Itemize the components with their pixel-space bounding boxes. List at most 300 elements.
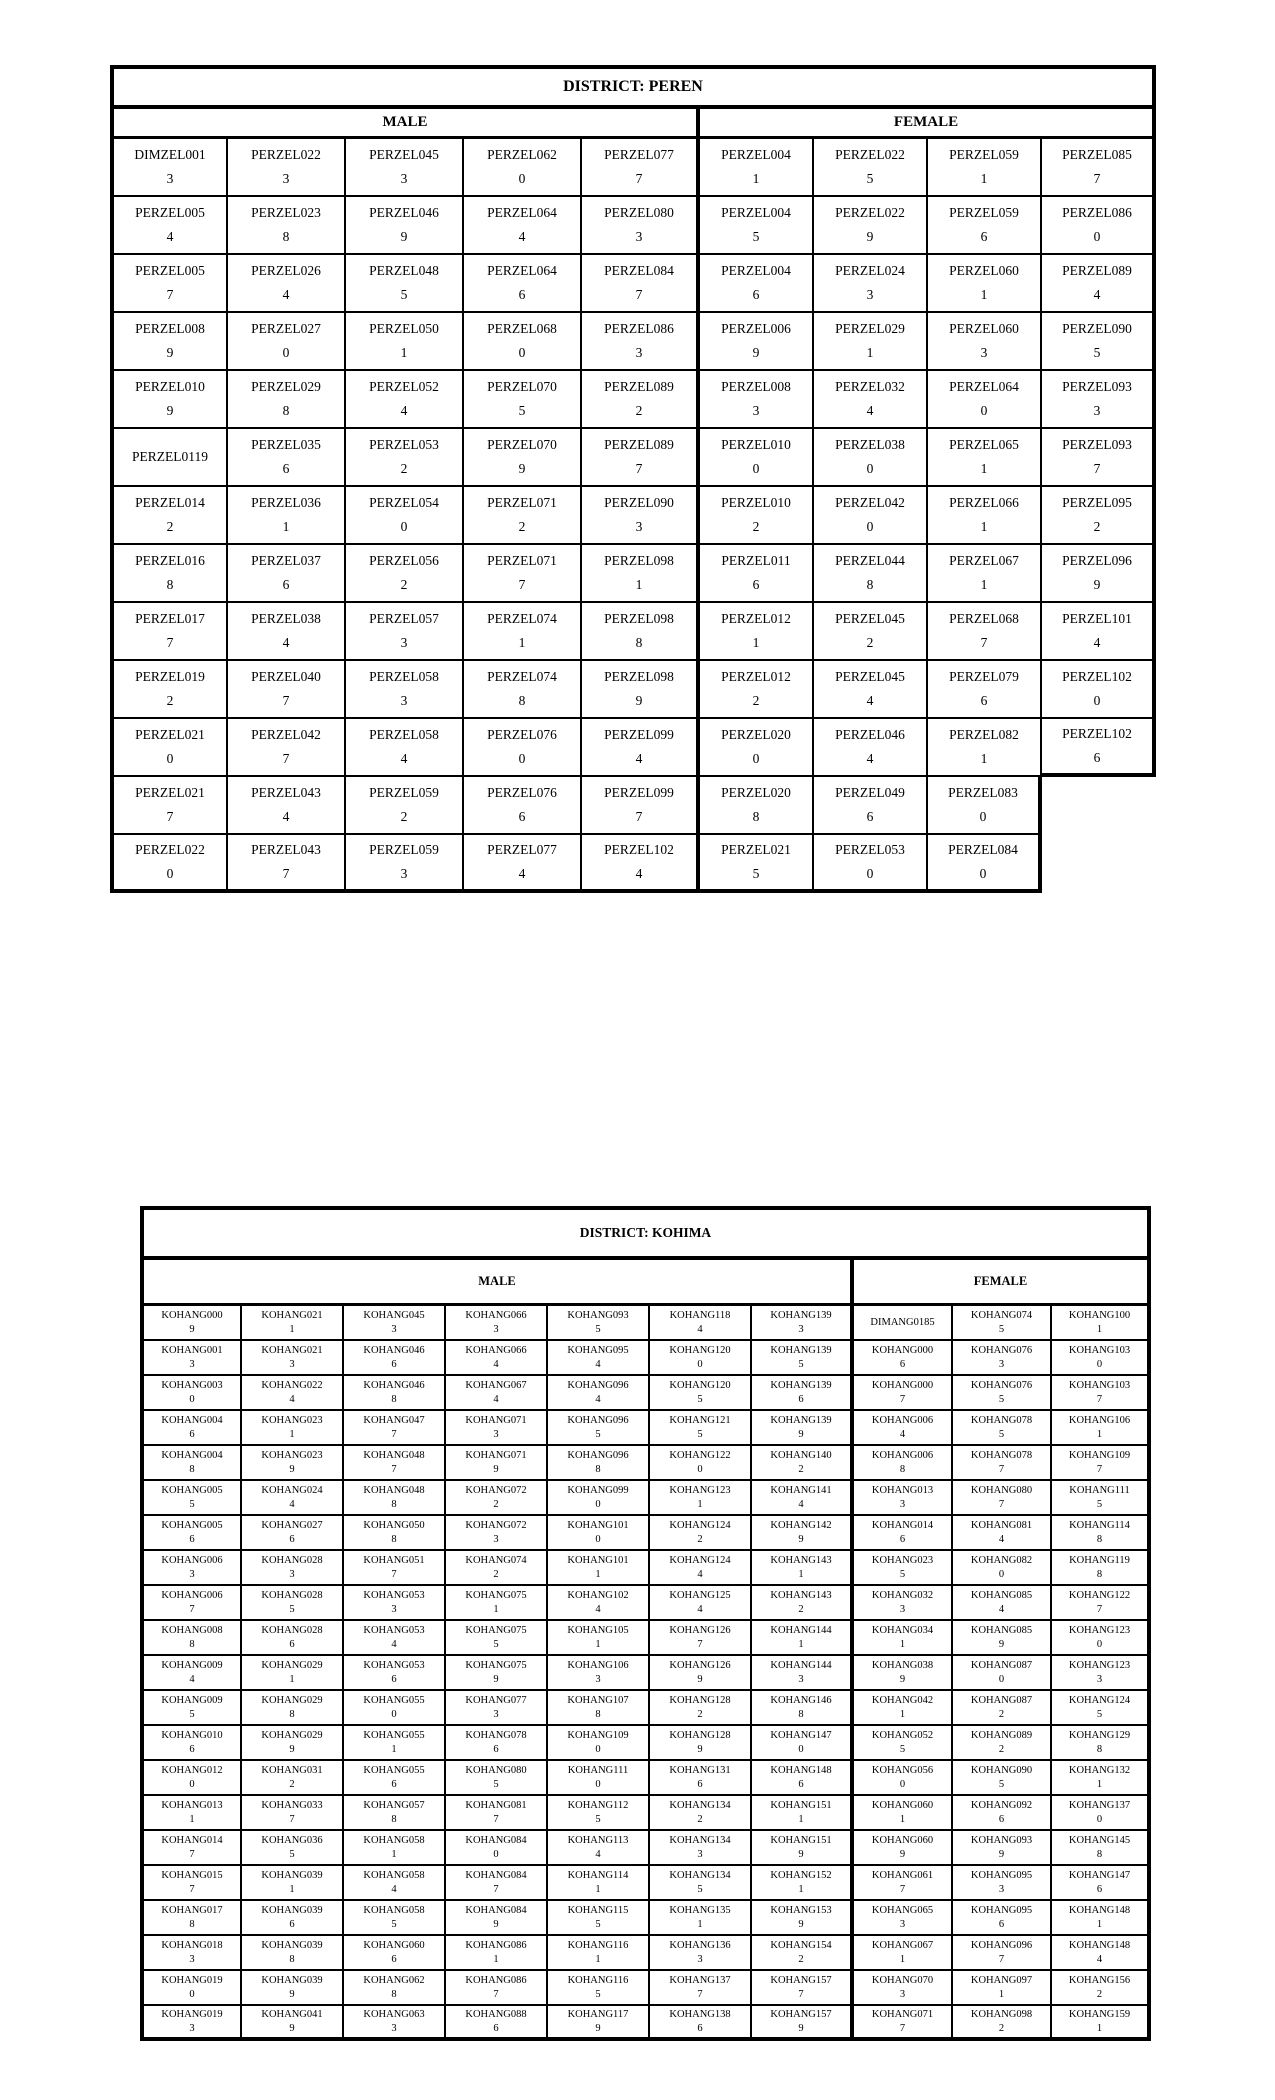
- table-cell: [928, 545, 1042, 603]
- table-cell: [953, 1761, 1052, 1796]
- table-cell: [582, 545, 700, 603]
- cell-code: KOHANG101: [567, 1554, 629, 1566]
- cell-value: 9: [400, 229, 408, 244]
- table-cell: [854, 1446, 953, 1481]
- table-cell: [752, 1831, 854, 1866]
- cell-code: KOHANG097: [970, 1974, 1033, 1986]
- table-cell: [650, 1411, 752, 1446]
- cell-value: 7: [518, 577, 526, 592]
- cell-code: PERZEL084: [948, 842, 1018, 858]
- table-cell: [140, 1831, 242, 1866]
- table-cell: [548, 1726, 650, 1761]
- cell-code: KOHANG109: [567, 1729, 629, 1741]
- table-cell: [582, 313, 700, 371]
- cell-value: 7: [998, 1464, 1005, 1476]
- cell-value: 5: [1096, 1709, 1103, 1721]
- cell-value: 2: [400, 577, 408, 592]
- cell-code: KOHANG023: [261, 1449, 323, 1461]
- cell-value: 5: [595, 1324, 601, 1336]
- table-cell: [814, 719, 928, 777]
- cell-value: 8: [1096, 1744, 1103, 1756]
- cell-code: KOHANG151: [770, 1799, 832, 1811]
- table-cell: [953, 1481, 1052, 1516]
- cell-code: KOHANG052: [871, 1729, 934, 1741]
- cell-value: 8: [189, 1464, 195, 1476]
- cell-code: KOHANG038: [871, 1659, 934, 1671]
- cell-code: PERZEL016: [135, 553, 205, 568]
- cell-code: KOHANG039: [261, 1939, 323, 1951]
- table-cell: [446, 1656, 548, 1691]
- cell-code: PERZEL070: [487, 379, 557, 394]
- table-cell: [1052, 1901, 1151, 1936]
- cell-code: KOHANG139: [770, 1309, 832, 1321]
- cell-code: KOHANG152: [770, 1869, 832, 1881]
- cell-value: 7: [697, 1989, 703, 2001]
- table-cell: [140, 1551, 242, 1586]
- cell-code: PERZEL064: [487, 205, 557, 220]
- table-cell: [346, 139, 464, 197]
- cell-code: KOHANG134: [669, 1869, 731, 1881]
- cell-value: 7: [189, 1849, 195, 1861]
- cell-code: PERZEL035: [251, 437, 321, 452]
- cell-value: 6: [391, 1359, 397, 1371]
- cell-value: 3: [282, 171, 290, 186]
- cell-value: 8: [289, 1709, 295, 1721]
- cell-value: 0: [899, 1779, 906, 1791]
- cell-value: 4: [635, 865, 643, 881]
- cell-value: 6: [752, 287, 760, 302]
- cell-value: 2: [697, 1814, 703, 1826]
- table-cell: [344, 1901, 446, 1936]
- cell-value: 9: [518, 461, 526, 476]
- cell-value: 5: [518, 403, 526, 418]
- table-cell: [814, 777, 928, 835]
- cell-value: 2: [998, 2023, 1005, 2034]
- table-cell: [953, 1656, 1052, 1691]
- table-cell: [1042, 545, 1156, 603]
- table-cell: [928, 603, 1042, 661]
- cell-code: KOHANG116: [567, 1939, 629, 1951]
- table-cell: [752, 1376, 854, 1411]
- cell-value: 6: [998, 1919, 1005, 1931]
- cell-value: 6: [1096, 1884, 1103, 1896]
- table-cell: [854, 1656, 953, 1691]
- cell-code: KOHANG023: [261, 1414, 323, 1426]
- cell-code: KOHANG096: [970, 1939, 1033, 1951]
- cell-code: KOHANG022: [261, 1379, 323, 1391]
- table-cell: [650, 1901, 752, 1936]
- cell-value: 0: [166, 865, 174, 881]
- cell-code: KOHANG045: [363, 1309, 425, 1321]
- cell-value: 1: [980, 287, 988, 302]
- cell-value: 6: [518, 809, 526, 824]
- cell-code: KOHANG081: [970, 1519, 1033, 1531]
- cell-value: 4: [189, 1674, 195, 1686]
- cell-code: KOHANG107: [567, 1694, 629, 1706]
- cell-value: 0: [493, 1849, 499, 1861]
- table-cell: [140, 1866, 242, 1901]
- table-cell: [446, 1446, 548, 1481]
- table-cell: [752, 1551, 854, 1586]
- table-cell: [548, 1691, 650, 1726]
- cell-value: 1: [899, 1814, 906, 1826]
- cell-value: 7: [166, 809, 174, 824]
- cell-code: KOHANG141: [770, 1484, 832, 1496]
- cell-value: 8: [1096, 1849, 1103, 1861]
- table-cell: [110, 835, 228, 893]
- table-cell: [582, 603, 700, 661]
- cell-value: 9: [798, 1849, 804, 1861]
- cell-value: 6: [798, 1779, 804, 1791]
- cell-code: PERZEL053: [835, 842, 905, 858]
- table-cell: [346, 661, 464, 719]
- table-cell: [446, 1866, 548, 1901]
- table-cell: [953, 1971, 1052, 2006]
- cell-value: 3: [798, 1324, 804, 1336]
- table-cell: [854, 1796, 953, 1831]
- table-cell: [140, 1376, 242, 1411]
- cell-code: KOHANG129: [1068, 1729, 1131, 1741]
- cell-value: 4: [518, 865, 526, 881]
- cell-value: 4: [493, 1394, 499, 1406]
- table-cell: [548, 1656, 650, 1691]
- cell-value: 5: [798, 1359, 804, 1371]
- table-cell: [446, 1376, 548, 1411]
- cell-code: KOHANG053: [363, 1624, 425, 1636]
- cell-code: KOHANG067: [871, 1939, 934, 1951]
- cell-code: KOHANG004: [161, 1414, 223, 1426]
- table-cell: [582, 719, 700, 777]
- cell-value: 8: [866, 577, 874, 592]
- cell-code: KOHANG132: [1068, 1764, 1131, 1776]
- table-cell: [548, 1551, 650, 1586]
- table-cell: [700, 429, 814, 487]
- table-cell: [140, 1761, 242, 1796]
- cell-code: PERZEL093: [1062, 437, 1132, 452]
- cell-value: 1: [635, 577, 643, 592]
- male-section-header: MALE: [114, 109, 700, 136]
- table-cell: [344, 1306, 446, 1341]
- cell-code: PERZEL080: [604, 205, 674, 220]
- table-cell: [446, 1481, 548, 1516]
- table-cell: [752, 1866, 854, 1901]
- table-cell: [700, 313, 814, 371]
- table-cell: [582, 429, 700, 487]
- table-cell: [752, 1971, 854, 2006]
- table-cell: [242, 1901, 344, 1936]
- table-cell: [228, 255, 346, 313]
- cell-code: PERZEL005: [135, 205, 205, 220]
- cell-code: KOHANG066: [465, 1309, 527, 1321]
- cell-value: 2: [400, 461, 408, 476]
- section-header-row: [110, 109, 1156, 139]
- cell-code: KOHANG019: [161, 2009, 223, 2020]
- cell-value: 1: [798, 1639, 804, 1651]
- table-cell: [1052, 1971, 1151, 2006]
- table-cell: [854, 1586, 953, 1621]
- cell-code: PERZEL046: [835, 727, 905, 742]
- cell-value: 5: [899, 1569, 906, 1581]
- cell-value: 8: [166, 577, 174, 592]
- cell-code: KOHANG122: [669, 1449, 731, 1461]
- cell-value: 0: [866, 865, 874, 881]
- cell-code: KOHANG159: [1068, 2009, 1131, 2020]
- table-cell: [242, 1551, 344, 1586]
- table-cell: [752, 1586, 854, 1621]
- table-cell: [464, 835, 582, 893]
- cell-value: 8: [189, 1639, 195, 1651]
- table-cell: [650, 1621, 752, 1656]
- cell-value: 1: [980, 751, 988, 766]
- cell-value: 7: [493, 1989, 499, 2001]
- table-cell: [700, 197, 814, 255]
- table-cell: [228, 487, 346, 545]
- cell-value: 3: [400, 865, 408, 881]
- cell-code: PERZEL004: [721, 205, 791, 220]
- cell-code: KOHANG014: [161, 1834, 223, 1846]
- cell-value: 9: [866, 229, 874, 244]
- cell-value: 7: [493, 1814, 499, 1826]
- table-cell: [446, 1726, 548, 1761]
- cell-code: KOHANG000: [871, 1344, 934, 1356]
- cell-value: 7: [1093, 461, 1101, 476]
- table-cell: [242, 1761, 344, 1796]
- table-cell: [110, 139, 228, 197]
- cell-code: KOHANG136: [669, 1939, 731, 1951]
- cell-code: KOHANG134: [669, 1799, 731, 1811]
- table-cell: [700, 545, 814, 603]
- cell-code: PERZEL093: [1062, 379, 1132, 394]
- cell-value: 8: [282, 229, 290, 244]
- cell-value: 0: [697, 1359, 703, 1371]
- cell-value: 4: [595, 1604, 601, 1616]
- table-cell: [464, 545, 582, 603]
- cell-value: 9: [752, 345, 760, 360]
- table-cell: [242, 1726, 344, 1761]
- cell-value: 6: [752, 577, 760, 592]
- table-cell: [346, 487, 464, 545]
- cell-value: 8: [391, 1534, 397, 1546]
- table-cell: [446, 1971, 548, 2006]
- table-cell: [140, 1691, 242, 1726]
- cell-value: 0: [189, 1989, 195, 2001]
- table-cell: [548, 1516, 650, 1551]
- cell-code: KOHANG124: [669, 1519, 731, 1531]
- table-cell: [464, 603, 582, 661]
- cell-code: PERZEL006: [721, 321, 791, 336]
- cell-value: 1: [798, 1814, 804, 1826]
- table-cell: [110, 661, 228, 719]
- cell-code: KOHANG139: [770, 1379, 832, 1391]
- table-cell: [1042, 313, 1156, 371]
- table-cell: [1042, 197, 1156, 255]
- table-cell: [140, 1796, 242, 1831]
- table-cell: [650, 1866, 752, 1901]
- cell-code: PERZEL046: [369, 205, 439, 220]
- cell-code: KOHANG033: [261, 1799, 323, 1811]
- cell-value: 4: [289, 1394, 295, 1406]
- cell-code: PERZEL008: [721, 379, 791, 394]
- cell-value: 1: [798, 1884, 804, 1896]
- cell-code: KOHANG113: [567, 1834, 629, 1846]
- table-cell: [752, 1411, 854, 1446]
- cell-value: 5: [697, 1394, 703, 1406]
- cell-value: 3: [899, 1919, 906, 1931]
- table-cell: [854, 1306, 953, 1341]
- table-cell: [650, 1376, 752, 1411]
- cell-code: PERZEL074: [487, 611, 557, 626]
- cell-code: KOHANG131: [669, 1764, 731, 1776]
- table-cell: [548, 1971, 650, 2006]
- table-cell: [953, 1936, 1052, 1971]
- cell-code: KOHANG051: [363, 1554, 425, 1566]
- table-cell: [140, 1306, 242, 1341]
- table-cell: [1052, 1831, 1151, 1866]
- cell-value: 2: [1096, 1989, 1103, 2001]
- table-cell: [548, 1481, 650, 1516]
- cell-code: KOHANG112: [567, 1799, 629, 1811]
- table-cell: [1052, 1446, 1151, 1481]
- cell-code: KOHANG060: [363, 1939, 425, 1951]
- table-cell: [110, 719, 228, 777]
- cell-code: KOHANG076: [970, 1379, 1033, 1391]
- cell-value: 9: [697, 1674, 703, 1686]
- cell-value: 0: [1093, 693, 1101, 708]
- cell-code: KOHANG124: [669, 1554, 731, 1566]
- cell-value: 7: [289, 1814, 295, 1826]
- cell-value: 9: [798, 1534, 804, 1546]
- cell-code: KOHANG147: [770, 1729, 832, 1741]
- table-cell: [464, 661, 582, 719]
- cell-code: KOHANG111: [1069, 1484, 1130, 1496]
- cell-code: PERZEL068: [949, 611, 1019, 626]
- table-cell: [548, 1866, 650, 1901]
- cell-value: 1: [980, 171, 988, 186]
- cell-code: KOHANG143: [770, 1589, 832, 1601]
- table-cell: [814, 835, 928, 893]
- cell-value: 7: [635, 461, 643, 476]
- cell-value: 5: [189, 1709, 195, 1721]
- cell-code: KOHANG006: [871, 1449, 934, 1461]
- cell-code: KOHANG029: [261, 1659, 323, 1671]
- cell-code: KOHANG120: [669, 1344, 731, 1356]
- cell-value: 8: [1096, 1569, 1103, 1581]
- cell-value: 6: [289, 1534, 295, 1546]
- table-cell: [346, 429, 464, 487]
- cell-value: 1: [899, 1954, 906, 1966]
- cell-value: 4: [899, 1429, 906, 1441]
- table-cell: [1052, 2006, 1151, 2041]
- cell-code: PERZEL004: [721, 263, 791, 278]
- cell-value: 0: [798, 1744, 804, 1756]
- cell-value: 0: [752, 751, 760, 766]
- table-body: [140, 1306, 1151, 2041]
- cell-value: 4: [282, 809, 290, 824]
- cell-code: KOHANG153: [770, 1904, 832, 1916]
- cell-value: 0: [979, 809, 987, 824]
- cell-code: KOHANG006: [161, 1589, 223, 1601]
- cell-code: KOHANG103: [1068, 1344, 1131, 1356]
- cell-code: KOHANG028: [261, 1554, 323, 1566]
- cell-value: 8: [391, 1814, 397, 1826]
- table-cell: [140, 1901, 242, 1936]
- table-cell: [650, 1341, 752, 1376]
- table-cell: [548, 1621, 650, 1656]
- cell-code: KOHANG109: [1068, 1449, 1131, 1461]
- table-cell: [548, 1796, 650, 1831]
- cell-code: KOHANG157: [770, 2009, 832, 2020]
- table-cell: [548, 2006, 650, 2041]
- cell-code: KOHANG084: [465, 1834, 527, 1846]
- cell-value: 3: [189, 1954, 195, 1966]
- table-cell: [446, 1796, 548, 1831]
- cell-value: 4: [595, 1849, 601, 1861]
- cell-code: KOHANG143: [770, 1554, 832, 1566]
- cell-value: 2: [697, 1534, 703, 1546]
- cell-value: 3: [998, 1884, 1005, 1896]
- table-cell: [1052, 1761, 1151, 1796]
- cell-code: KOHANG071: [465, 1449, 527, 1461]
- cell-value: 3: [493, 1324, 499, 1336]
- table-cell: [346, 371, 464, 429]
- cell-value: 1: [400, 345, 408, 360]
- cell-code: PERZEL045: [369, 147, 439, 162]
- table-cell: [228, 603, 346, 661]
- table-cell: [346, 545, 464, 603]
- cell-value: 2: [798, 1954, 804, 1966]
- cell-code: PERZEL054: [369, 495, 439, 510]
- cell-value: 4: [391, 1884, 397, 1896]
- table-cell: [242, 1586, 344, 1621]
- cell-value: 5: [1093, 345, 1101, 360]
- table-cell: [228, 545, 346, 603]
- cell-code: KOHANG123: [1068, 1624, 1131, 1636]
- cell-value: 6: [493, 1744, 499, 1756]
- cell-value: 3: [400, 635, 408, 650]
- cell-value: 0: [595, 1499, 601, 1511]
- cell-value: 4: [595, 1359, 601, 1371]
- cell-value: 7: [282, 751, 290, 766]
- cell-value: 9: [635, 693, 643, 708]
- cell-code: KOHANG122: [1068, 1589, 1131, 1601]
- cell-code: KOHANG053: [363, 1659, 425, 1671]
- table-cell: [1052, 1936, 1151, 1971]
- cell-code: PERZEL099: [604, 727, 674, 742]
- table-cell: [582, 255, 700, 313]
- cell-value: 3: [189, 1359, 195, 1371]
- cell-value: 3: [899, 1499, 906, 1511]
- table-cell: [344, 1831, 446, 1866]
- cell-code: PERZEL102: [1062, 669, 1132, 684]
- cell-code: PERZEL098: [604, 553, 674, 568]
- cell-value: 5: [595, 1919, 601, 1931]
- cell-value: 2: [697, 1709, 703, 1721]
- cell-code: PERZEL043: [251, 842, 321, 858]
- cell-code: KOHANG085: [970, 1624, 1033, 1636]
- cell-value: 7: [899, 1884, 906, 1896]
- cell-value: 4: [282, 635, 290, 650]
- table-cell: [548, 1901, 650, 1936]
- cell-value: 7: [697, 1639, 703, 1651]
- cell-value: 4: [595, 1394, 601, 1406]
- table-cell: [344, 1341, 446, 1376]
- cell-code: PERZEL101: [1062, 611, 1132, 626]
- cell-code: KOHANG144: [770, 1624, 832, 1636]
- table-cell: [854, 1411, 953, 1446]
- cell-value: 7: [166, 287, 174, 302]
- cell-code: KOHANG018: [161, 1939, 223, 1951]
- cell-value: 3: [1093, 403, 1101, 418]
